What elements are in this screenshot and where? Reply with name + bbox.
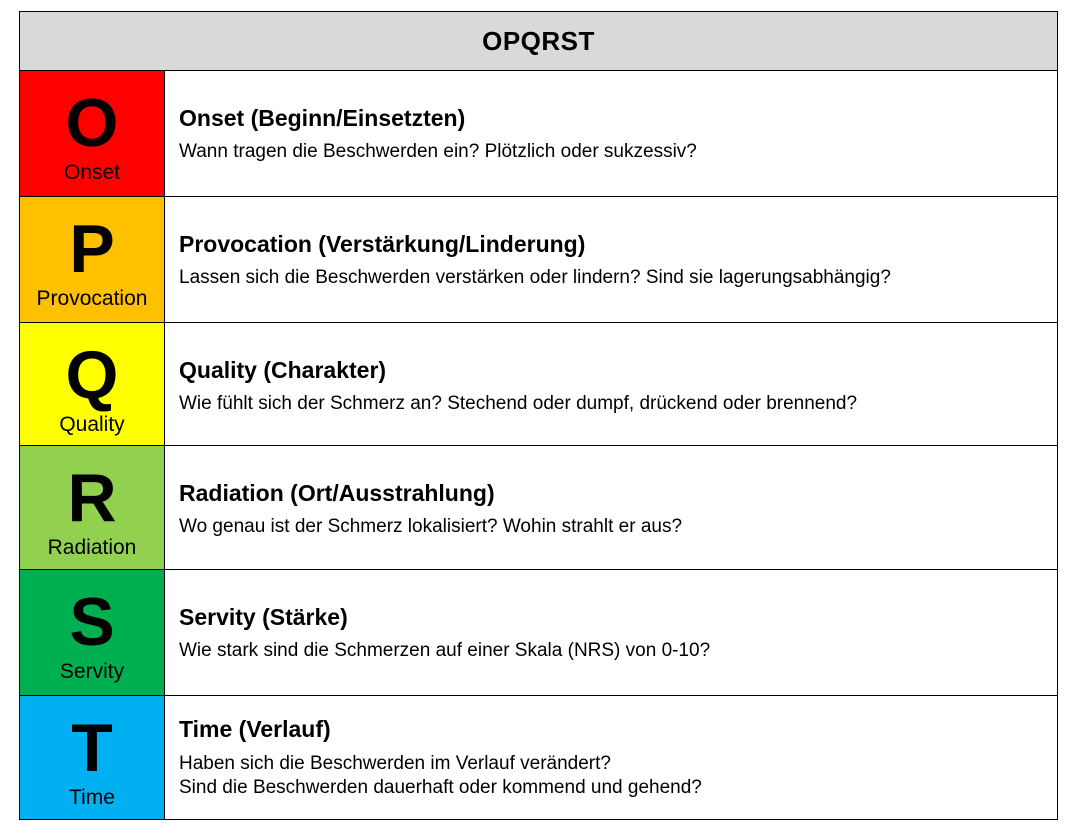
row-word: Time: [69, 786, 115, 809]
letter-cell-o: [20, 71, 165, 196]
content-cell: [165, 570, 1057, 695]
row-word: Quality: [59, 413, 125, 436]
row-letter: P: [69, 211, 115, 287]
letter-cell-s: [20, 570, 165, 695]
opqrst-table: [19, 11, 1058, 820]
row-description: [179, 515, 1057, 539]
row-description-line: Wann tragen die Beschwerden ein? Plötzlich oder sukzessiv?: [179, 141, 697, 162]
row-description: [179, 752, 1057, 800]
row-description: [179, 140, 1057, 164]
row-heading: Onset (Beginn/Einsetzten): [179, 105, 466, 131]
content-cell: [165, 446, 1057, 569]
row-description-line: Lassen sich die Beschwerden verstärken oder lindern? Sind sie lagerungsabhängig?: [179, 267, 891, 288]
row-heading: Provocation (Verstärkung/Linderung): [179, 231, 586, 257]
content-cell: [165, 197, 1057, 322]
row-description-line: Wie fühlt sich der Schmerz an? Stechend oder dumpf, drückend oder brennend?: [179, 393, 858, 414]
table-row-quality: [20, 323, 1057, 446]
row-letter: S: [69, 584, 115, 660]
table-title: OPQRST: [482, 25, 595, 56]
content-cell: [165, 696, 1057, 819]
content-cell: [165, 323, 1057, 445]
row-letter: T: [71, 710, 113, 786]
row-letter: R: [67, 460, 117, 536]
table-row-servity: [20, 570, 1057, 696]
row-description-line: Wie stark sind die Schmerzen auf einer Skala (NRS) von 0-10?: [179, 640, 711, 661]
letter-cell-p: [20, 197, 165, 322]
row-letter: O: [65, 85, 119, 161]
table-row-time: [20, 696, 1057, 819]
row-word: Onset: [63, 161, 121, 184]
content-cell: [165, 71, 1057, 196]
row-word: Provocation: [36, 287, 148, 310]
table-row-provocation: [20, 197, 1057, 323]
letter-cell-t: [20, 696, 165, 819]
row-heading: Quality (Charakter): [179, 357, 387, 383]
table-row-radiation: [20, 446, 1057, 570]
row-heading: Radiation (Ort/Ausstrahlung): [179, 480, 495, 506]
row-description: [179, 392, 1057, 416]
letter-cell-q: [20, 323, 165, 445]
table-row-onset: [20, 71, 1057, 197]
row-word: Servity: [59, 660, 125, 683]
row-description: [179, 266, 1057, 290]
row-letter: Q: [65, 337, 119, 413]
row-description-line: Sind die Beschwerden dauerhaft oder kommend und gehend?: [179, 777, 702, 798]
row-word: Radiation: [47, 536, 137, 559]
row-description-line: Wo genau ist der Schmerz lokalisiert? Wohin strahlt er aus?: [179, 516, 683, 537]
row-heading: Time (Verlauf): [179, 716, 331, 742]
row-description: [179, 639, 1057, 663]
table-header: [20, 12, 1057, 71]
letter-cell-r: [20, 446, 165, 569]
row-description-line: Haben sich die Beschwerden im Verlauf verändert?: [179, 753, 611, 774]
row-heading: Servity (Stärke): [179, 604, 348, 630]
